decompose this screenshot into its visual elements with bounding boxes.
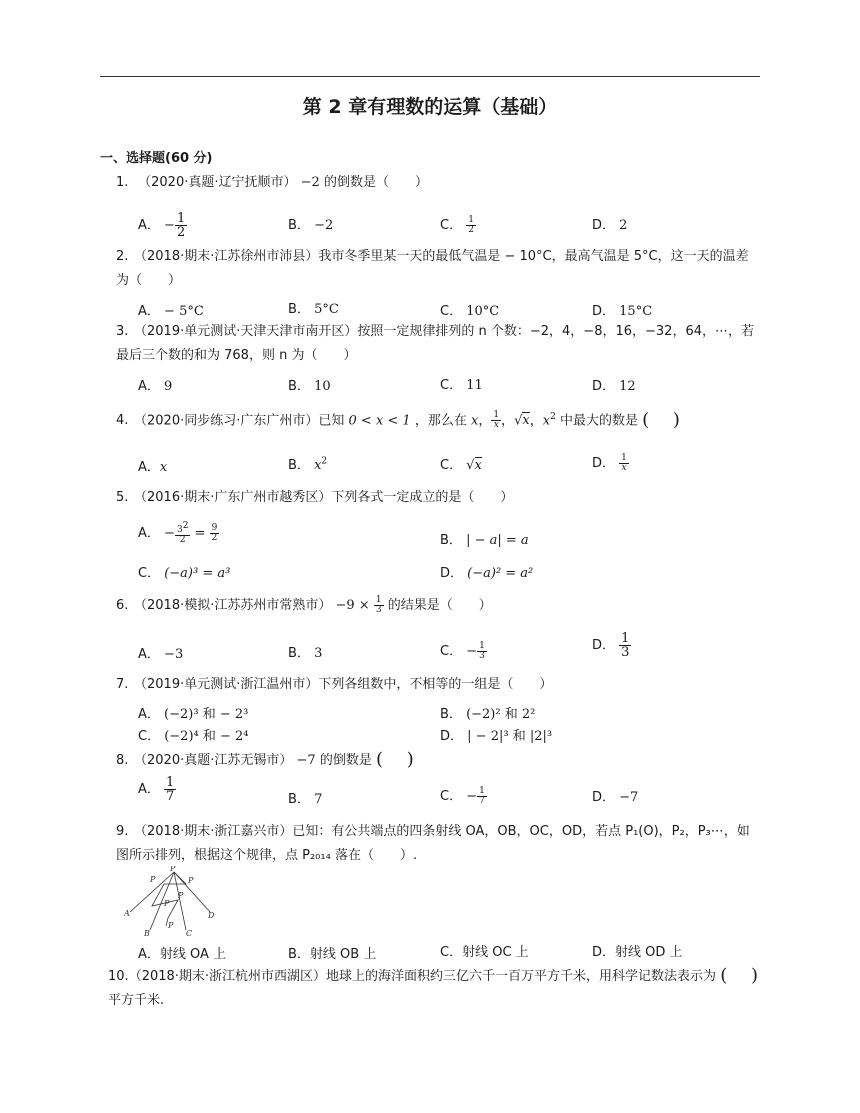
q8-option-d[interactable]: D． −7	[592, 790, 639, 805]
question-8: 8. （2020·真题·江苏无锡市） −7 的倒数是 ( )	[116, 749, 414, 770]
q5-option-c[interactable]: C． (−a)³ = a³	[138, 566, 231, 581]
q3-option-c[interactable]: C． 11	[440, 378, 483, 393]
q7-option-d[interactable]: D． | − 2|³ 和 |2|³	[440, 729, 553, 744]
q3-option-d[interactable]: D． 12	[592, 379, 636, 394]
q5-option-b[interactable]: B． | − a| = a	[440, 533, 529, 548]
q2-option-c[interactable]: C． 10°C	[440, 304, 500, 319]
q3-option-b[interactable]: B． 10	[288, 379, 331, 394]
label-p1: P	[170, 866, 176, 873]
q4-option-a[interactable]: A．x	[138, 460, 168, 475]
question-1: 1. （2020·真题·辽宁抚顺市） −2 的倒数是（ ）	[116, 175, 428, 190]
q7-option-c[interactable]: C． (−2)⁴ 和 − 2⁴	[138, 729, 249, 744]
q6-option-a[interactable]: A． −3	[138, 647, 184, 662]
q2-option-a[interactable]: A． − 5°C	[138, 304, 204, 319]
label-a: A	[124, 909, 130, 918]
q9-option-c[interactable]: C．射线 OC 上	[440, 945, 529, 960]
q2-option-d[interactable]: D． 15°C	[592, 304, 653, 319]
question-7: 7. （2019·单元测试·浙江温州市）下列各组数中，不相等的一组是（ ）	[116, 677, 553, 692]
question-4: 4. （2020·同步练习·广东广州市）已知 0 < x < 1 ，那么在 x， $\frac{1}{x}$ ，√x，$x^2$ 中最大的数是 ( )	[116, 409, 680, 431]
question-3: 3. （2019·单元测试·天津天津市南开区）按照一定规律排列的 n 个数：−2，4，−8，16，−32，64，⋯，若最后三个数的和为 768，则 n 为（ ）	[116, 324, 754, 363]
q9-option-b[interactable]: B．射线 OB 上	[288, 947, 377, 962]
q6-option-c[interactable]: C． − $\frac{1}{3}$	[440, 641, 485, 661]
question-6: 6. （2018·模拟·江苏苏州市常熟市） −9 × $\frac{1}{3}$ 的结果是（ ）	[116, 595, 492, 615]
question-9: 9. （2018·期末·浙江嘉兴市）已知：有公共端点的四条射线 OA，OB，OC，OD，若点 P₁(O)，P₂，P₃⋯，如图所示排列，根据这个规律，点 P₂₀₁₄ 落在（ ）.	[116, 824, 750, 863]
page-title: 第 2 章有理数的运算（基础）	[302, 96, 558, 118]
label-p7: P	[168, 921, 174, 930]
q6-option-d[interactable]: D． $\frac{1}{3}$	[592, 631, 630, 660]
label-c: C	[186, 929, 193, 936]
q1-option-b[interactable]: B． −2	[288, 218, 334, 233]
q9-option-a[interactable]: A．射线 OA 上	[138, 947, 227, 962]
header-rule	[100, 76, 760, 77]
q5-option-d[interactable]: D． (−a)² = a²	[440, 566, 534, 581]
q4-option-b[interactable]: B． $x^2$	[288, 456, 328, 473]
label-p4: P	[164, 899, 170, 908]
q5-option-a[interactable]: A． − $\frac{3^2}{2}$ = $\frac{9}{2}$	[138, 521, 218, 545]
q1-option-a[interactable]: A． − $\frac{1}{2}$	[138, 211, 186, 240]
q2-option-b[interactable]: B． 5°C	[288, 302, 339, 317]
q3-option-a[interactable]: A． 9	[138, 379, 173, 394]
question-5: 5. （2016·期末·广东广州市越秀区）下列各式一定成立的是（ ）	[116, 490, 514, 505]
q8-option-a[interactable]: A． $\frac{1}{7}$	[138, 775, 175, 804]
q4-option-c[interactable]: C． √x	[440, 458, 482, 473]
q8-option-b[interactable]: B． 7	[288, 792, 323, 807]
question-2: 2. （2018·期末·江苏徐州市沛县）我市冬季里某一天的最低气温是 − 10°C，最高气温是 5°C，这一天的温差为（ ）	[116, 249, 749, 288]
q7-option-b[interactable]: B． (−2)² 和 2²	[440, 707, 536, 722]
q6-option-b[interactable]: B． 3	[288, 646, 323, 661]
q9-option-d[interactable]: D．射线 OD 上	[592, 945, 683, 960]
label-p2: P	[188, 876, 194, 885]
question-10: 10.（2018·期末·浙江杭州市西湖区）地球上的海洋面积约三亿六千一百万平方千米，用科学记数法表示为 ( ) 平方千米.	[108, 965, 758, 1008]
label-p3: P	[178, 891, 184, 900]
ray-oc	[174, 872, 186, 930]
rays-diagram	[124, 866, 224, 936]
label-p5: P	[150, 875, 156, 884]
q4-option-d[interactable]: D． $\frac{1}{x}$	[592, 453, 627, 473]
q1-option-c[interactable]: C． $\frac{1}{2}$	[440, 215, 474, 235]
section-heading: 一、选择题(60 分)	[100, 151, 213, 166]
label-d: D	[208, 911, 215, 920]
q8-option-c[interactable]: C． − $\frac{1}{7}$	[440, 786, 485, 806]
label-b: B	[144, 929, 150, 936]
q1-option-d[interactable]: D． 2	[592, 218, 628, 233]
q7-option-a[interactable]: A． (−2)³ 和 − 2³	[138, 707, 249, 722]
